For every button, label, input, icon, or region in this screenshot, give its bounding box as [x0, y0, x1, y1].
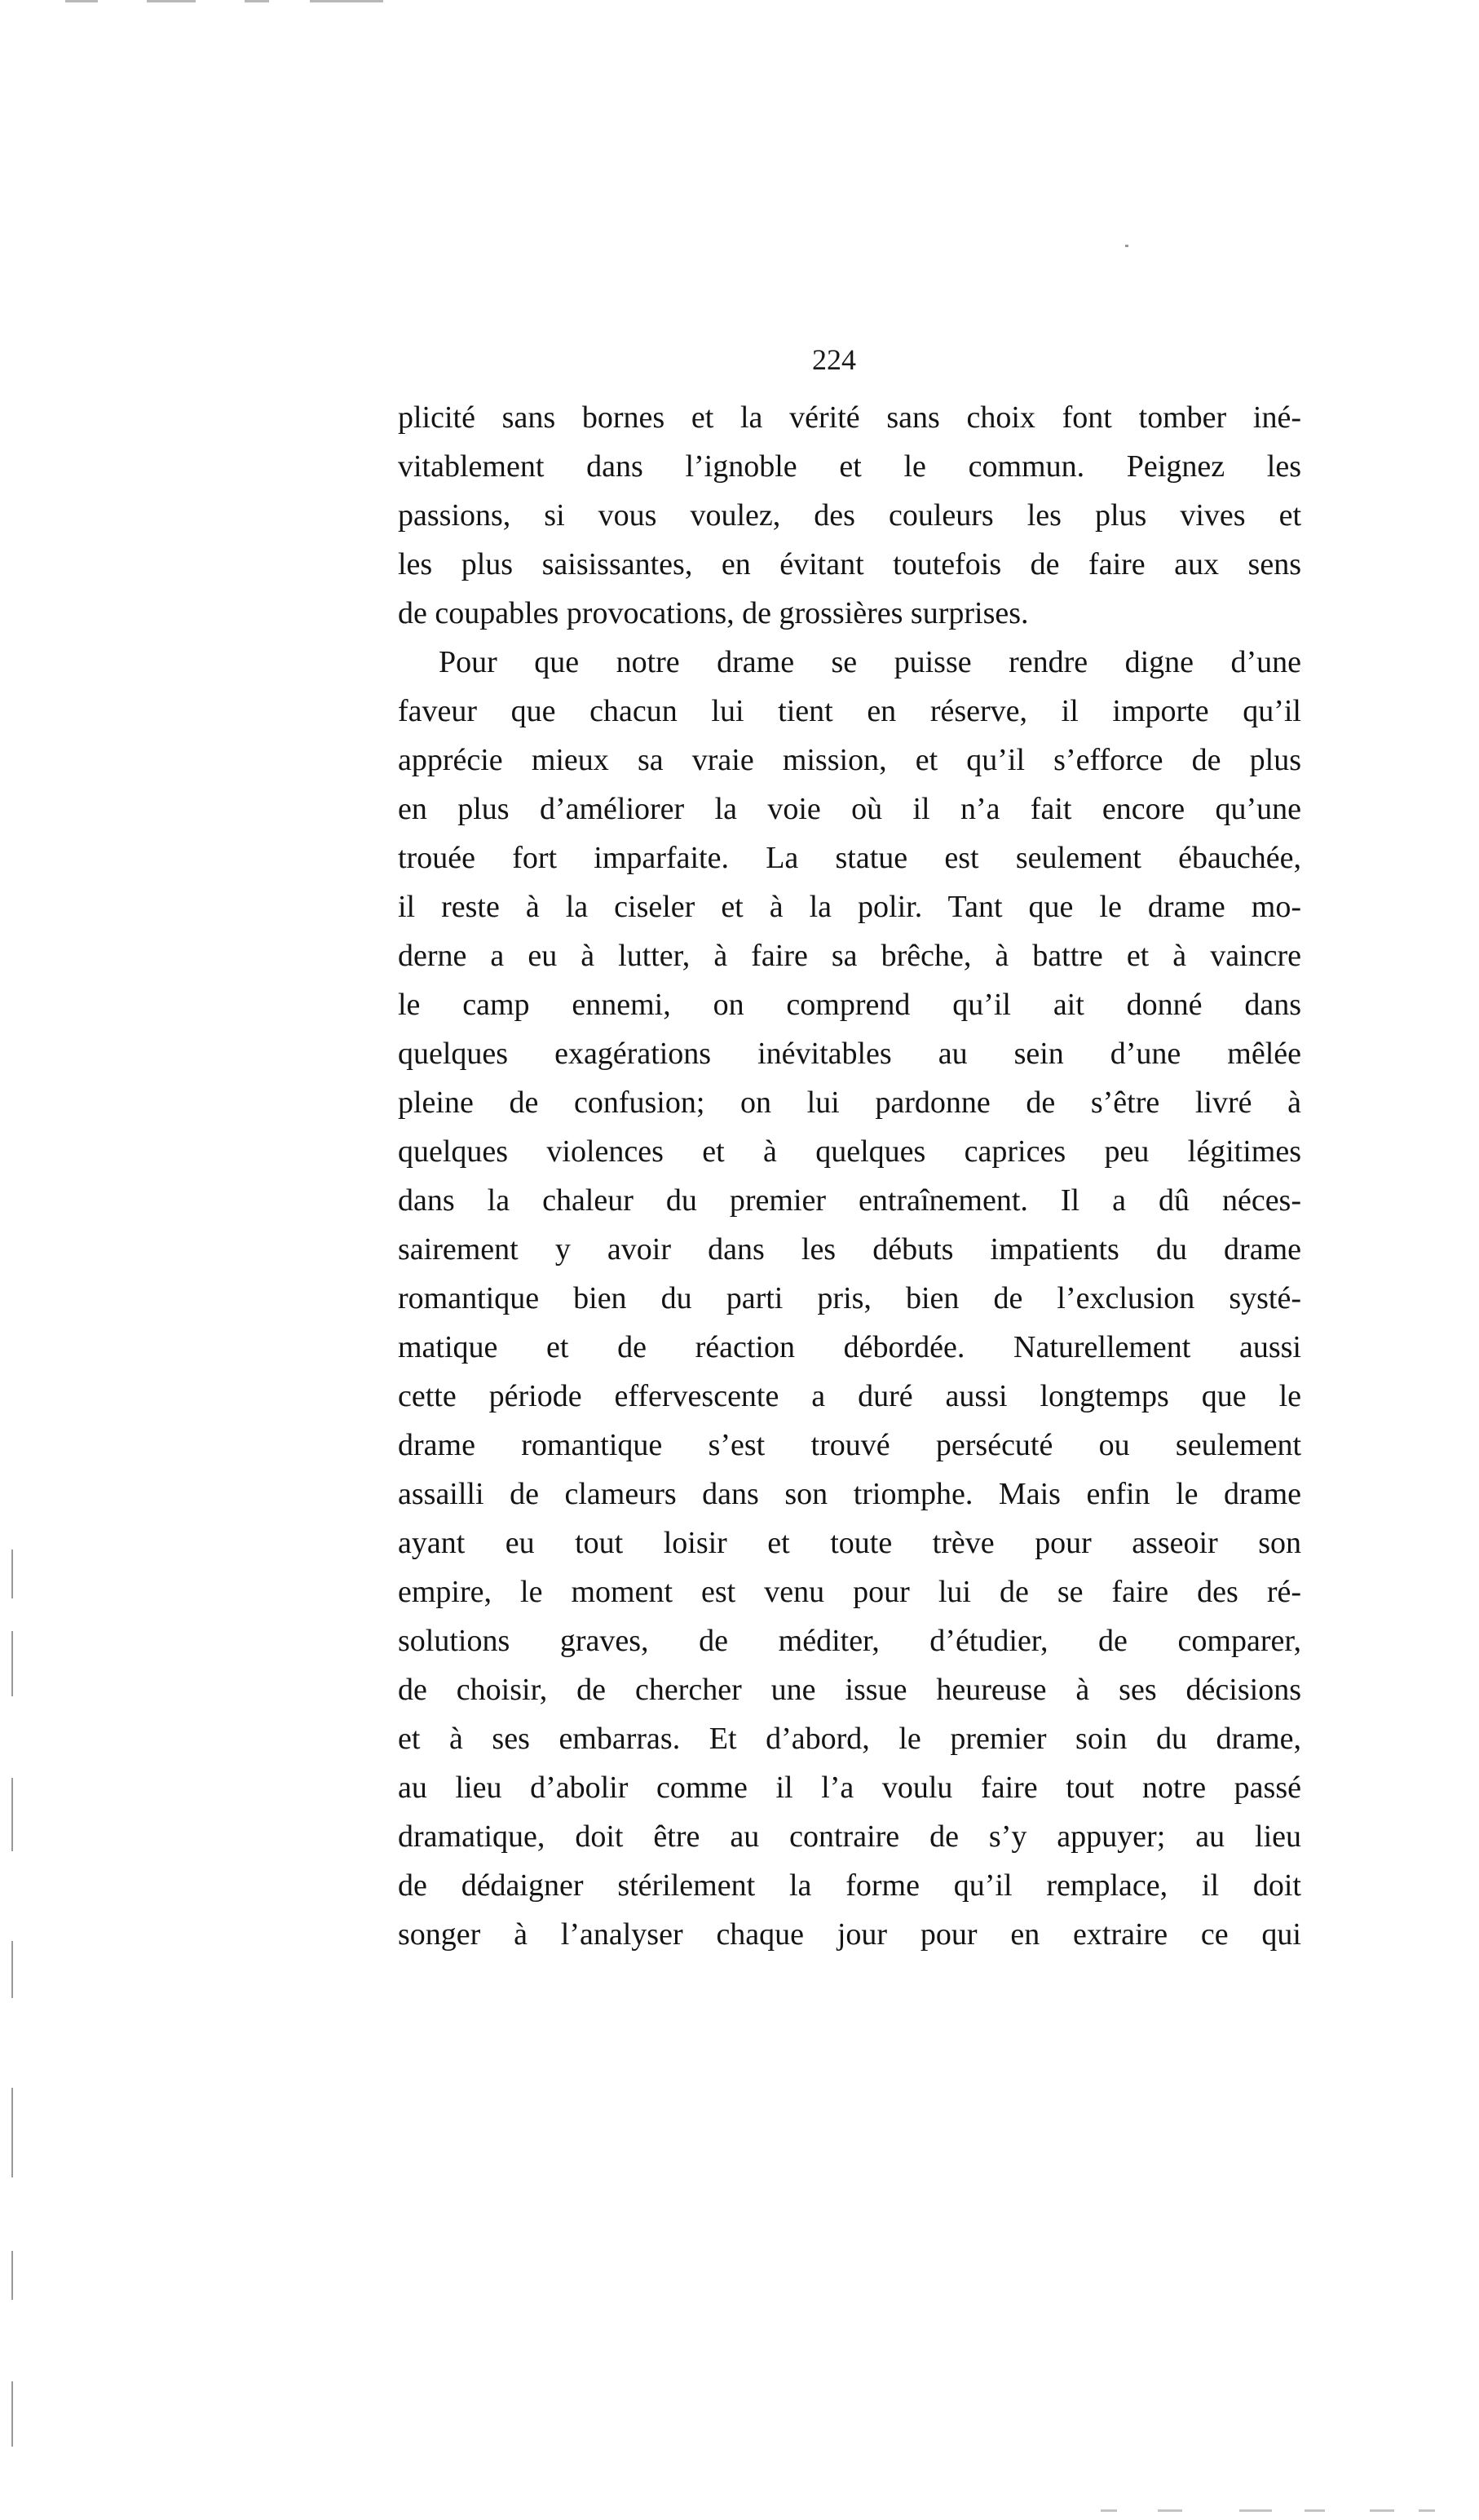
- scan-artifact-bottom: [1370, 2509, 1394, 2512]
- paragraph-first-line: Pour que notre drame se puisse rendre digne d’une: [439, 645, 1301, 679]
- text-line: de choisir, de chercher une issue heureuse à ses décisions: [398, 1673, 1301, 1707]
- scan-artifact-left: [11, 1550, 13, 1598]
- page-number: 224: [812, 343, 856, 376]
- scan-artifact-left: [11, 1941, 13, 1998]
- scan-artifact-top: [245, 0, 269, 2]
- text-line: assailli de clameurs dans son triomphe. Mais enfin le drame: [398, 1477, 1301, 1511]
- scan-artifact-left: [11, 2251, 13, 2300]
- text-line: dans la chaleur du premier entraînement. Il a dû néces-: [398, 1183, 1301, 1218]
- scan-artifact-left: [11, 2381, 13, 2447]
- scan-artifact-top: [310, 0, 383, 2]
- text-line: et à ses embarras. Et d’abord, le premier soin du drame,: [398, 1722, 1301, 1756]
- text-line: cette période effervescente a duré aussi longtemps que le: [398, 1379, 1301, 1413]
- text-line: songer à l’analyser chaque jour pour en extraire ce qui: [398, 1917, 1301, 1952]
- scan-artifact-bottom: [1101, 2509, 1117, 2512]
- text-line: derne a eu à lutter, à faire sa brêche, à battre et à vaincre: [398, 939, 1301, 973]
- text-line: sairement y avoir dans les débuts impatients du drame: [398, 1232, 1301, 1267]
- text-line: en plus d’améliorer la voie où il n’a fait encore qu’une: [398, 792, 1301, 826]
- text-line: drame romantique s’est trouvé persécuté ou seulement: [398, 1428, 1301, 1462]
- text-line: il reste à la ciseler et à la polir. Tant que le drame mo-: [398, 890, 1301, 924]
- scan-artifact-left: [11, 1778, 13, 1851]
- text-line: quelques violences et à quelques caprices peu légitimes: [398, 1134, 1301, 1169]
- text-line: pleine de confusion; on lui pardonne de s’être livré à: [398, 1085, 1301, 1120]
- text-line: matique et de réaction débordée. Naturellement aussi: [398, 1330, 1301, 1364]
- scan-artifact-bottom: [1239, 2509, 1272, 2512]
- text-line: dramatique, doit être au contraire de s’y appuyer; au lieu: [398, 1819, 1301, 1854]
- text-line: le camp ennemi, on comprend qu’il ait donné dans: [398, 988, 1301, 1022]
- text-line: empire, le moment est venu pour lui de se faire des ré-: [398, 1575, 1301, 1609]
- text-line: apprécie mieux sa vraie mission, et qu’il s’efforce de plus: [398, 743, 1301, 777]
- body-text: [398, 393, 1301, 1959]
- text-line: ayant eu tout loisir et toute trève pour asseoir son: [398, 1526, 1301, 1560]
- scan-artifact-bottom: [1158, 2509, 1182, 2512]
- text-line: faveur que chacun lui tient en réserve, il importe qu’il: [398, 694, 1301, 728]
- text-line: au lieu d’abolir comme il l’a voulu faire tout notre passé: [398, 1771, 1301, 1805]
- scan-artifact-left: [11, 2088, 13, 2177]
- scan-artifact-bottom: [1305, 2509, 1325, 2512]
- text-line: vitablement dans l’ignoble et le commun. Peignez les: [398, 449, 1301, 484]
- scan-artifact-dot: [1125, 245, 1128, 247]
- text-line: plicité sans bornes et la vérité sans choix font tomber iné-: [398, 400, 1301, 435]
- text-line: solutions graves, de méditer, d’étudier, de comparer,: [398, 1624, 1301, 1658]
- text-line: de coupables provocations, de grossières surprises.: [398, 596, 1029, 630]
- text-line: de dédaigner stérilement la forme qu’il remplace, il doit: [398, 1868, 1301, 1903]
- text-line: trouée fort imparfaite. La statue est seulement ébauchée,: [398, 841, 1301, 875]
- scan-artifact-top: [147, 0, 196, 2]
- scan-artifact-left: [11, 1631, 13, 1696]
- text-line: romantique bien du parti pris, bien de l’exclusion systé-: [398, 1281, 1301, 1315]
- text-line: passions, si vous voulez, des couleurs les plus vives et: [398, 498, 1301, 533]
- scan-artifact-top: [65, 0, 98, 2]
- text-line: les plus saisissantes, en évitant toutefois de faire aux sens: [398, 547, 1301, 581]
- scan-artifact-bottom: [1419, 2509, 1435, 2512]
- text-line: quelques exagérations inévitables au sein d’une mêlée: [398, 1037, 1301, 1071]
